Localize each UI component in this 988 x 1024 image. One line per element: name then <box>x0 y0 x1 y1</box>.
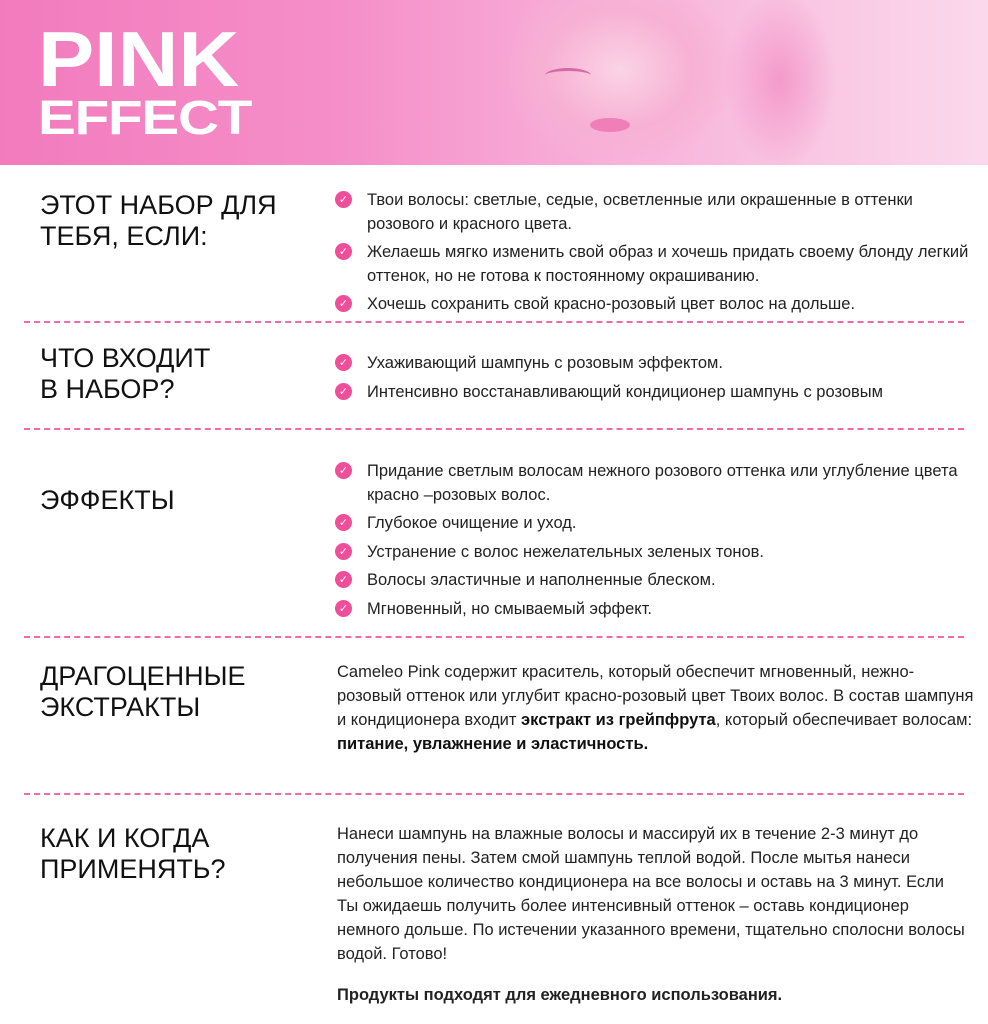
section-divider <box>24 428 964 430</box>
section-divider <box>24 636 964 638</box>
check-circle-icon: ✓ <box>335 354 352 371</box>
section-divider <box>24 321 964 323</box>
usage-note: Продукты подходят для ежедневного использования. <box>337 986 783 1004</box>
section-heading-contents: ЧТО ВХОДИТ В НАБОР? <box>40 343 211 404</box>
check-circle-icon: ✓ <box>335 600 352 617</box>
list-item: ✓ Глубокое очищение и уход. <box>333 512 983 536</box>
check-circle-icon: ✓ <box>335 543 352 560</box>
model-eye <box>545 68 591 83</box>
list-item: ✓ Волосы эластичные и наполненные блеском. <box>333 569 983 593</box>
check-circle-icon: ✓ <box>335 514 352 531</box>
list-item: ✓ Желаешь мягко изменить свой образ и хочешь придать своему блонду легкий оттенок, но не готова к постоянному окрашиванию. <box>333 241 983 288</box>
usage-paragraph: Нанеси шампунь на влажные волосы и массируй их в течение 2-3 минут до получения пены. Затем смой шампунь теплой водой. После мытья нанеси небольшое количество кондиционера на все волосы и оставь на 3 минут. Если Ты ожидаешь получить более интенсивный оттенок – оставь кондиционер немного дольше. По истечении указанного времени, тщательно сполосни волосы водой. Готово! <box>337 825 965 963</box>
model-lips <box>590 118 630 132</box>
highlight-benefits: питание, увлажнение и эластичность. <box>337 735 649 753</box>
check-circle-icon: ✓ <box>335 295 352 312</box>
check-circle-icon: ✓ <box>335 462 352 479</box>
list-item: ✓ Ухаживающий шампунь с розовым эффектом. <box>333 352 983 376</box>
list-item: ✓ Мгновенный, но смываемый эффект. <box>333 598 983 622</box>
brand-title-line1: PINK <box>38 15 240 103</box>
list-item: ✓ Устранение с волос нежелательных зеленых тонов. <box>333 541 983 565</box>
extracts-paragraph: Cameleo Pink содержит краситель, который обеспечит мгновенный, нежно-розовый оттенок или углубит красно-розовый цвет Твоих волос. В состав шампуня и кондиционера входит экстракт из грейпфрута, который обеспечивает волосам: питание, увлажнение и эластичность. <box>337 663 974 753</box>
section-divider <box>24 793 964 795</box>
for-you-list <box>333 189 983 322</box>
check-circle-icon: ✓ <box>335 383 352 400</box>
list-item: ✓ Твои волосы: светлые, седые, осветленные или окрашенные в оттенки розового и красного цвета. <box>333 189 983 236</box>
check-circle-icon: ✓ <box>335 571 352 588</box>
header-banner <box>0 0 988 165</box>
section-heading-extracts: ДРАГОЦЕННЫЕ ЭКСТРАКТЫ <box>40 661 246 722</box>
list-item: ✓ Интенсивно восстанавливающий кондиционер шампунь с розовым <box>333 381 983 405</box>
list-item: ✓ Придание светлым волосам нежного розового оттенка или углубление цвета красно –розовых волос. <box>333 460 983 507</box>
check-circle-icon: ✓ <box>335 191 352 208</box>
brand-title-line2: EFFECT <box>38 92 252 145</box>
section-heading-usage: КАК И КОГДА ПРИМЕНЯТЬ? <box>40 823 226 884</box>
effects-list <box>333 460 983 626</box>
model-hair <box>720 0 860 165</box>
section-heading-effects: ЭФФЕКТЫ <box>40 485 175 515</box>
list-item: ✓ Хочешь сохранить свой красно-розовый цвет волос на дольше. <box>333 293 983 317</box>
contents-list <box>333 352 983 409</box>
highlight-extract: экстракт из грейпфрута <box>521 711 716 729</box>
section-heading-for-you: ЭТОТ НАБОР ДЛЯ ТЕБЯ, ЕСЛИ: <box>40 190 277 251</box>
check-circle-icon: ✓ <box>335 243 352 260</box>
